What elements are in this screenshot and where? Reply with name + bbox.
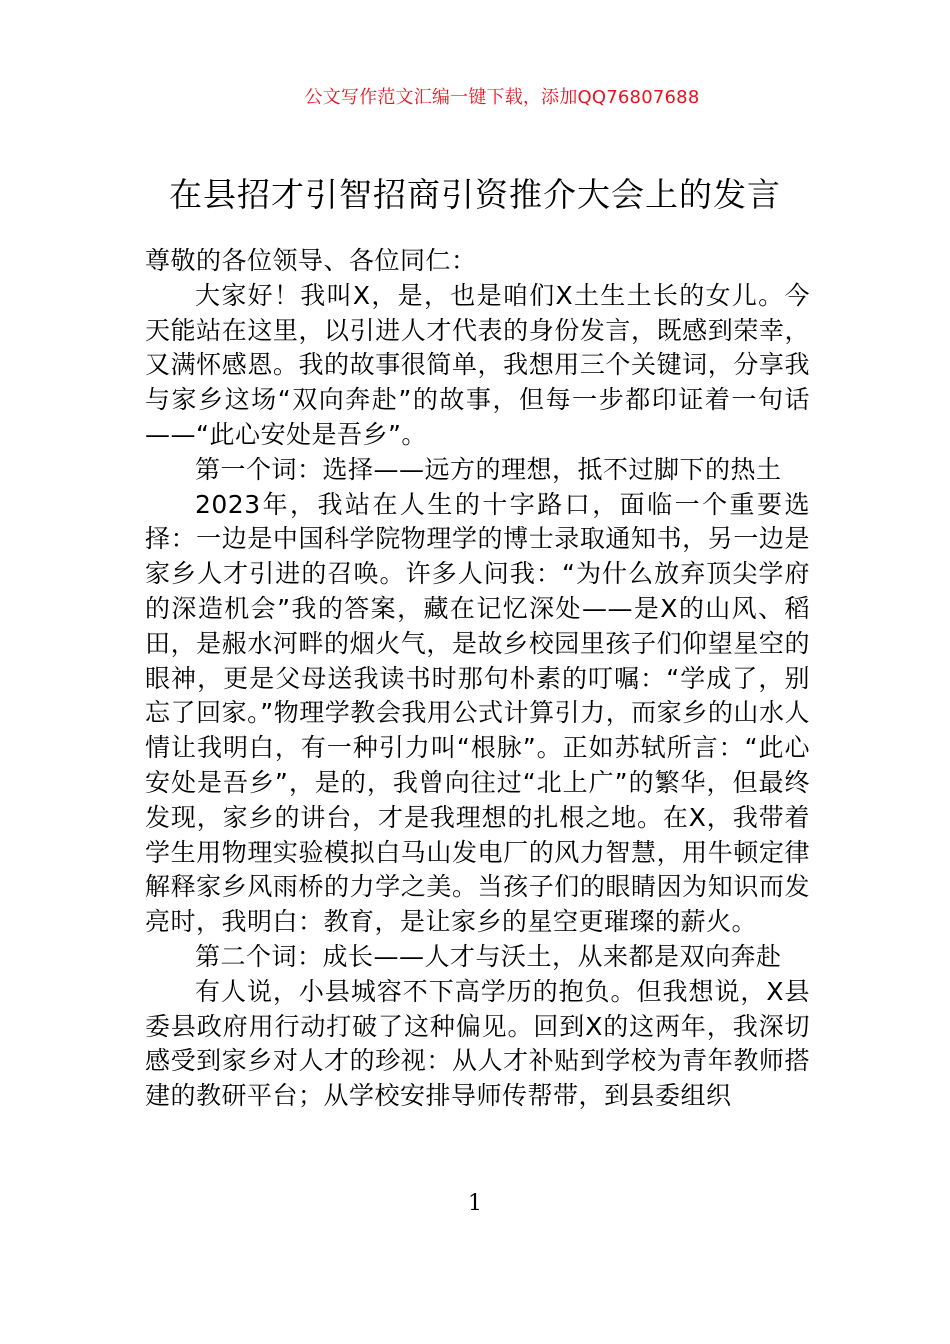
section-heading-2: 第二个词：成长——人才与沃土，从来都是双向奔赴	[195, 941, 782, 971]
document-body	[145, 244, 810, 1114]
body-paragraph: 大家好！我叫X，是，也是咱们X土生土长的女儿。今天能站在这里，以引进人才代表的身份发言，既感到荣幸，又满怀感恩。我的故事很简单，我想用三个关键词，分享我与家乡这场“双向奔赴”的故事，但每一步都印证着一句话——“此心安处是吾乡”。	[145, 280, 810, 449]
body-paragraph: 有人说，小县城容不下高学历的抱负。但我想说，X县委县政府用行动打破了这种偏见。回到X的这两年，我深切感受到家乡对人才的珍视：从人才补贴到学校为青年教师搭建的教研平台；从学校安排导师传帮带，到县委组织	[145, 976, 810, 1111]
body-paragraph: 2023年，我站在人生的十字路口，面临一个重要选择：一边是中国科学院物理学的博士录取通知书，另一边是家乡人才引进的召唤。许多人问我：“为什么放弃顶尖学府的深造机会”我的答案，藏在记忆深处——是X的山风、稻田，是赧水河畔的烟火气，是故乡校园里孩子们仰望星空的眼神，更是父母送我读书时那句朴素的叮嘱：“学成了，别忘了回家。”物理学教会我用公式计算引力，而家乡的山水人情让我明白，有一种引力叫“根脉”。正如苏轼所言：“此心安处是吾乡”，是的，我曾向往过“北上广”的繁华，但最终发现，家乡的讲台，才是我理想的扎根之地。在X，我带着学生用物理实验模拟白马山发电厂的风力智慧，用牛顿定律解释家乡风雨桥的力学之美。当孩子们的眼睛因为知识而发亮时，我明白：教育，是让家乡的星空更璀璨的薪火。	[145, 489, 810, 937]
page-number: 1	[468, 1191, 482, 1216]
header-watermark-note: 公文写作范文汇编一键下载，添加QQ76807688	[304, 87, 700, 108]
salutation-paragraph: 尊敬的各位领导、各位同仁：	[145, 246, 477, 275]
document-title: 在县招才引智招商引资推介大会上的发言	[169, 175, 781, 214]
section-heading-1: 第一个词：选择——远方的理想，抵不过脚下的热土	[195, 454, 782, 484]
